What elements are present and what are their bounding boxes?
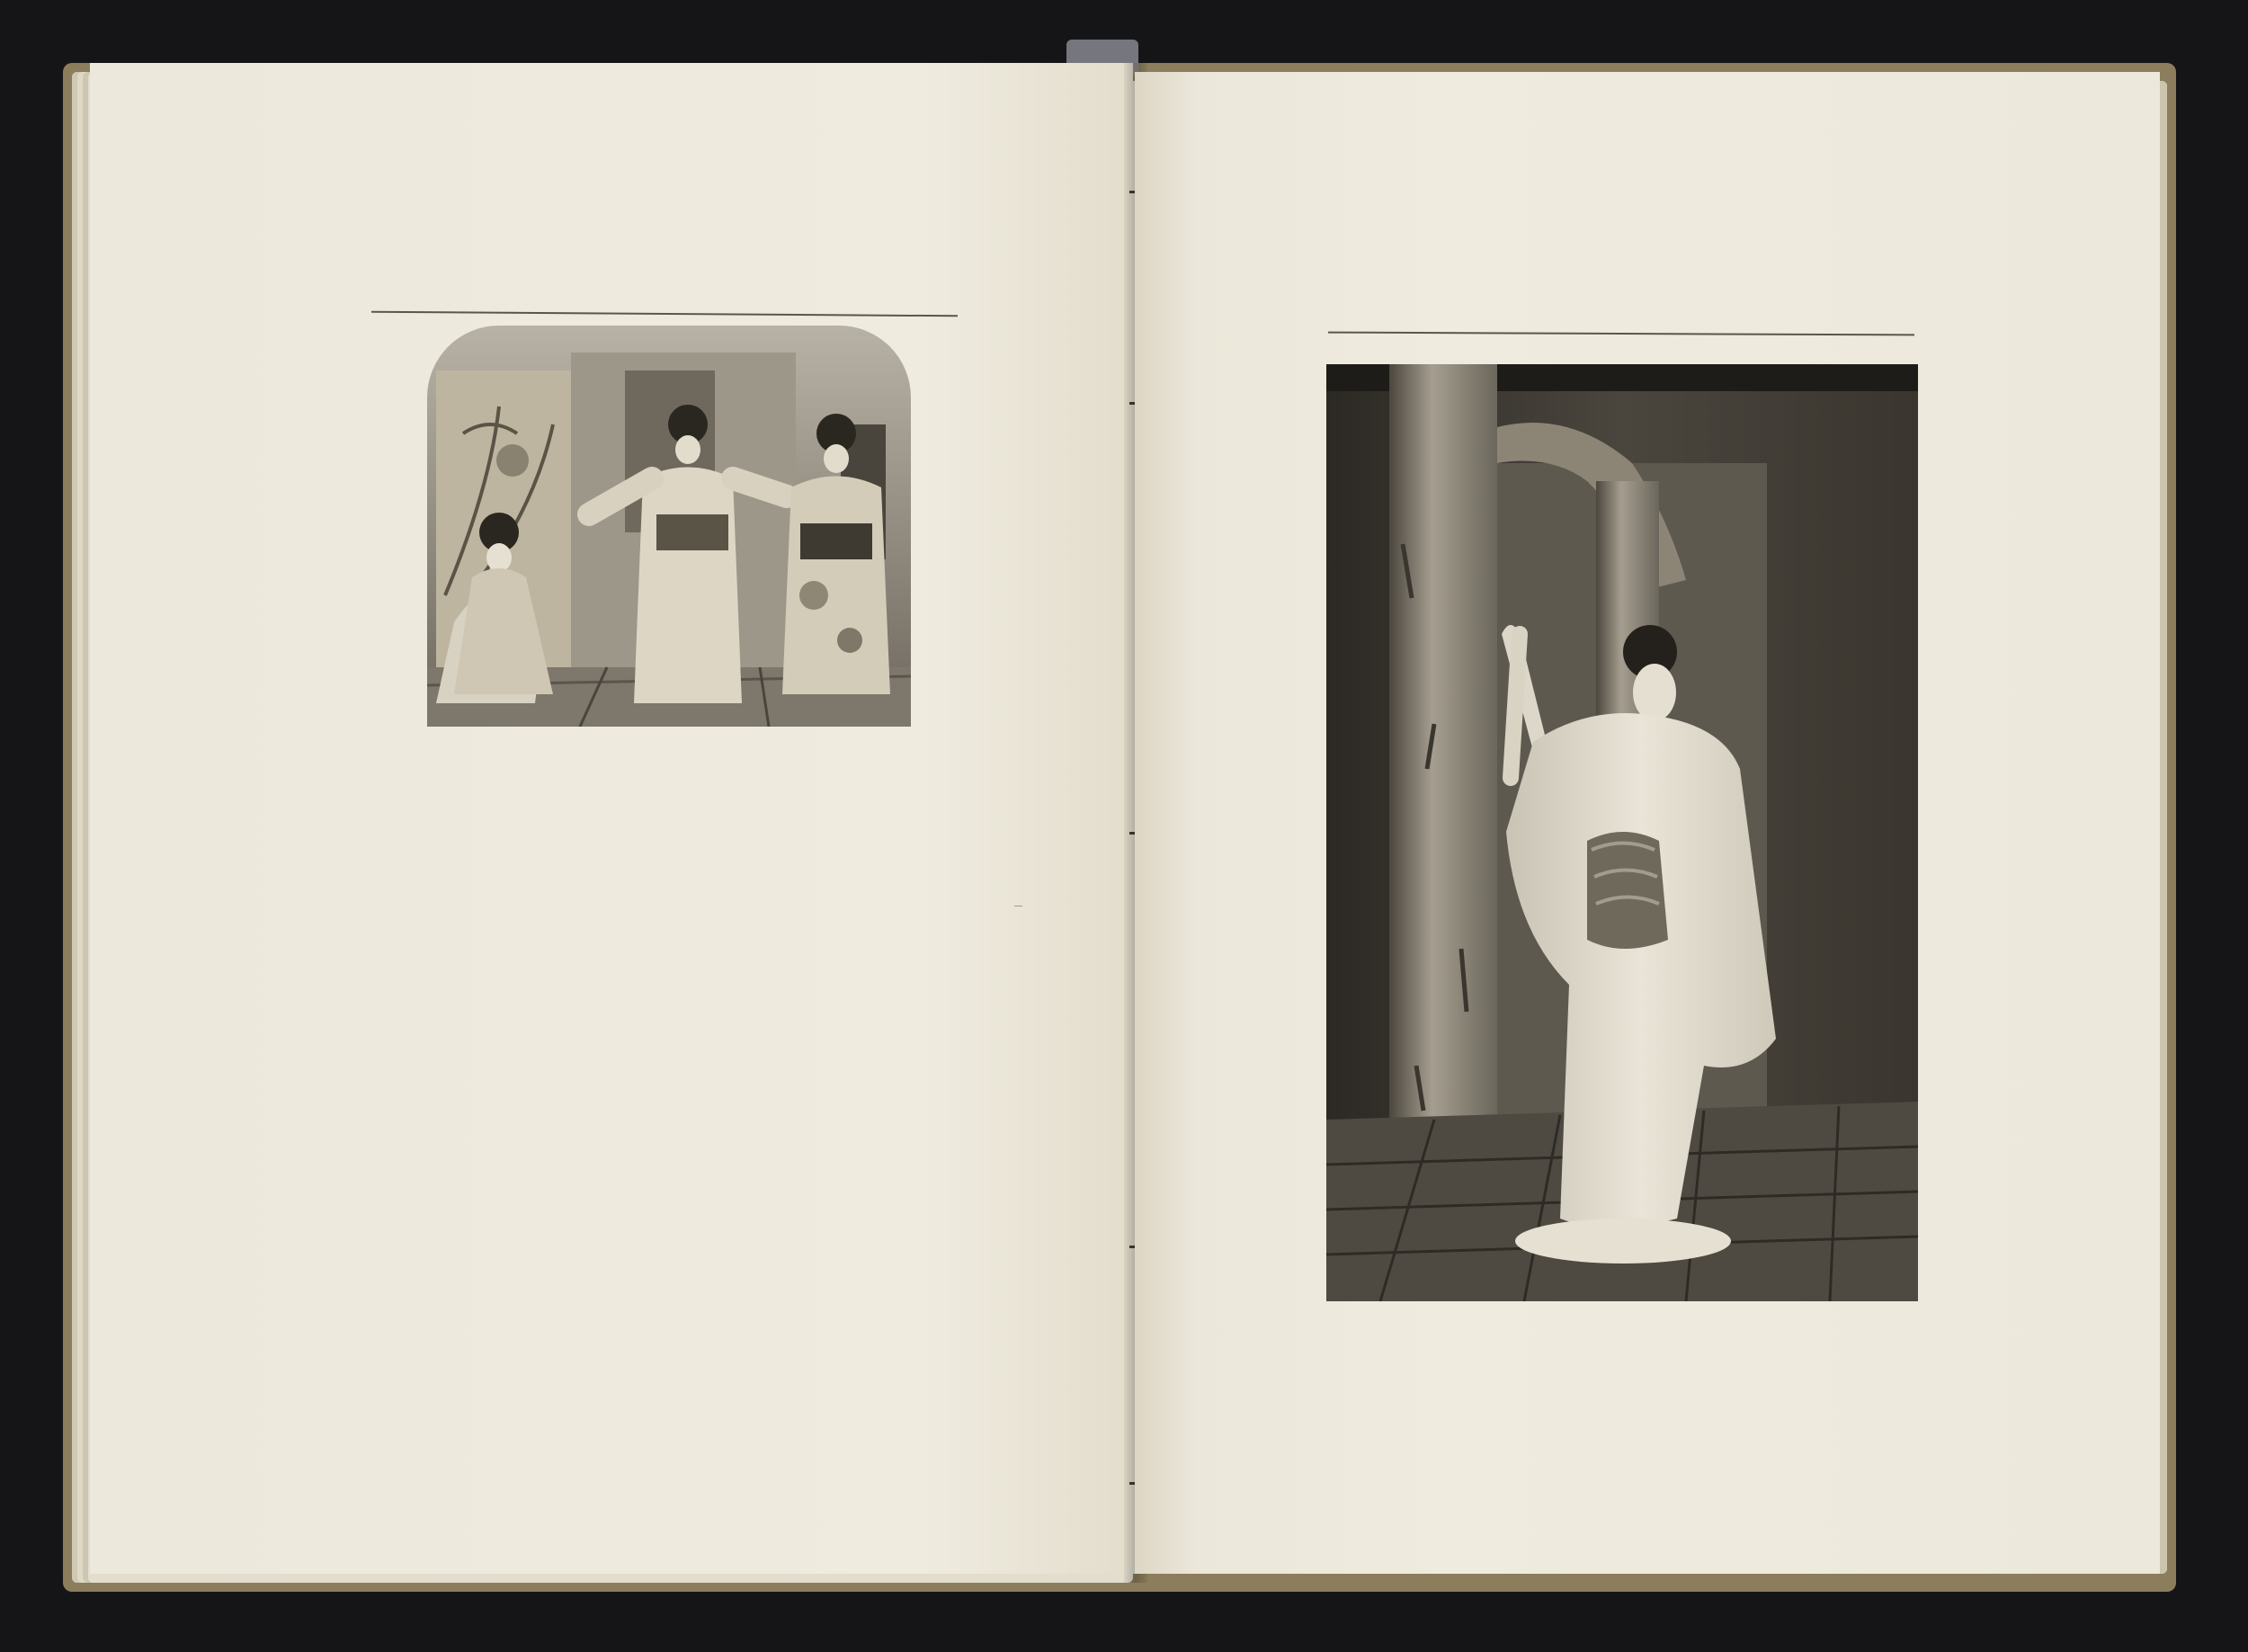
left-page [90, 63, 1133, 1574]
pencil-mark: – [1014, 896, 1022, 914]
plate-photo-dancers [427, 326, 911, 727]
plate-photo-woman-kimono [1326, 364, 1918, 1301]
right-page [1135, 72, 2160, 1574]
header-rule-right [1328, 332, 1914, 336]
header-rule-left [371, 311, 958, 317]
